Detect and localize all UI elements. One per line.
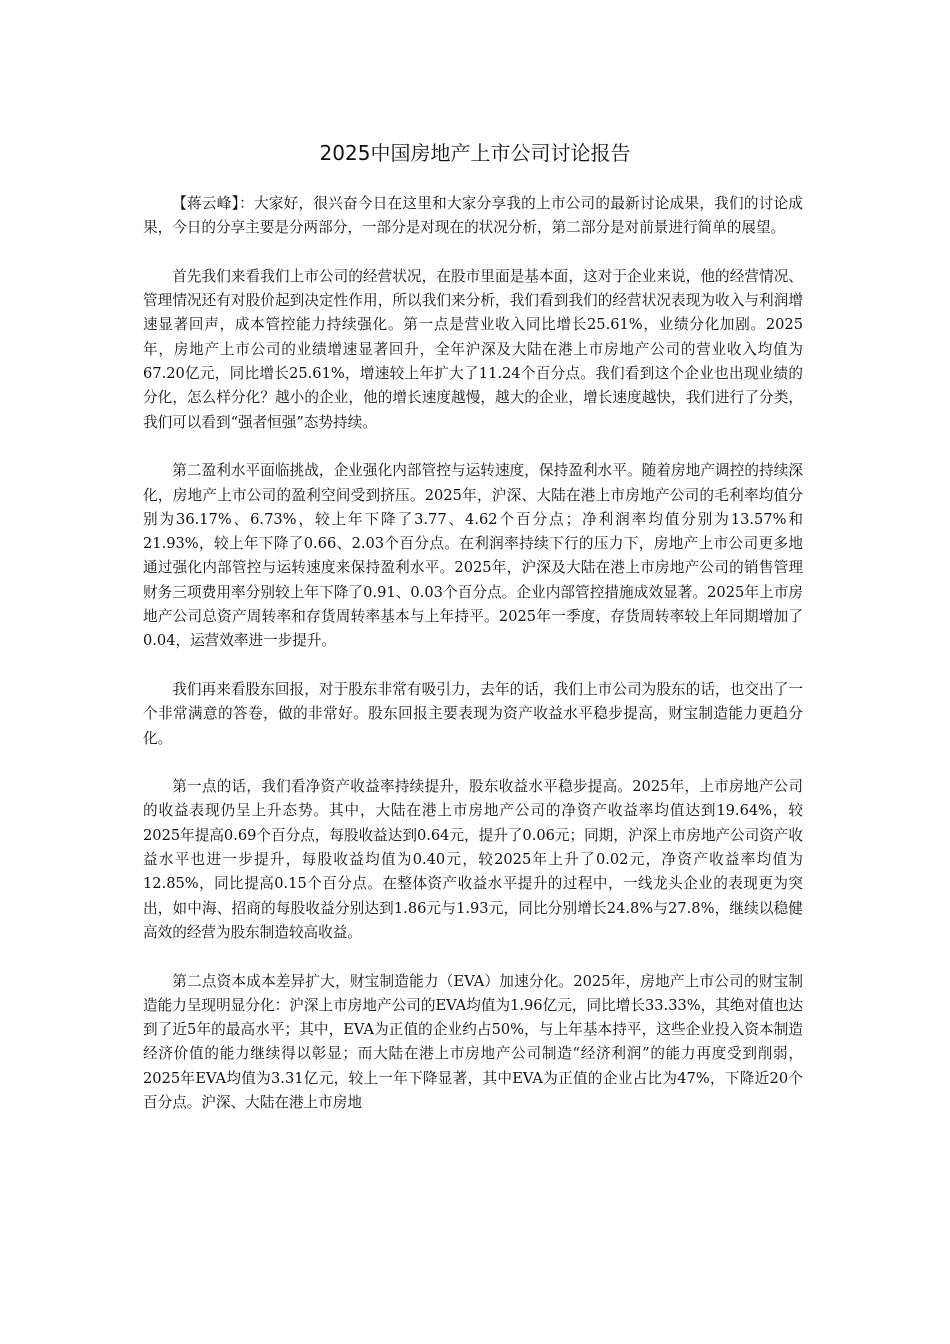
paragraph-5: 第一点的话，我们看净资产收益率持续提升，股东收益水平稳步提高。2025年，上市房地产公司的收益表现仍呈上升态势。其中，大陆在港上市房地产公司的净资产收益率均值达到19.64%，较2025年提高0.69个百分点，每股收益达到0.64元，提升了0.06元；同期，沪深上市房地产公司资产收益水平也进一步提升，每股收益均值为0.40元，较2025年上升了0.02元，净资产收益率均值为12.85%，同比提高0.15个百分点。在整体资产收益水平提升的过程中，一线龙头企业的表现更为突出，如中海、招商的每股收益分别达到1.86元与1.93元，同比分别增长24.8%与27.8%，继续以稳健高效的经营为股东制造较高收益。 (143, 778, 803, 941)
paragraph-4: 我们再来看股东回报，对于股东非常有吸引力，去年的话，我们上市公司为股东的话，也交出了一个非常满意的答卷，做的非常好。股东回报主要表现为资产收益水平稳步提高，财宝制造能力更趋分化。 (143, 680, 803, 747)
document-title: 2025中国房地产上市公司讨论报告 (319, 141, 631, 165)
paragraph-3: 第二盈利水平面临挑战，企业强化内部管控与运转速度，保持盈利水平。随着房地产调控的持续深化，房地产上市公司的盈利空间受到挤压。2025年，沪深、大陆在港上市房地产公司的毛利率均值分别为36.17%、6.73%，较上年下降了3.77、4.62个百分点；净利润率均值分别为13.57%和21.93%，较上年下降了0.66、2.03个百分点。在利润率持续下行的压力下，房地产上市公司更多地通过强化内部管控与运转速度来保持盈利水平。2025年，沪深及大陆在港上市房地产公司的销售管理财务三项费用率分别较上年下降了0.91、0.03个百分点。企业内部管控措施成效显著。2025年上市房地产公司总资产周转率和存货周转率基本与上年持平。2025年一季度，存货周转率较上年同期增加了0.04，运营效率进一步提升。 (143, 462, 803, 650)
document-body (143, 192, 803, 1140)
paragraph-2: 首先我们来看我们上市公司的经营状况，在股市里面是基本面，这对于企业来说，他的经营情况、管理情况还有对股价起到决定性作用，所以我们来分析，我们看到我们的经营状况表现为收入与利润增速显著回声，成本管控能力持续强化。第一点是营业收入同比增长25.61%，业绩分化加剧。2025年，房地产上市公司的业绩增速显著回升，全年沪深及大陆在港上市房地产公司的营业收入均值为67.20亿元，同比增长25.61%，增速较上年扩大了11.24个百分点。我们看到这个企业也出现业绩的分化，怎么样分化？越小的企业，他的增长速度越慢，越大的企业，增长速度越快，我们进行了分类，我们可以看到“强者恒强”态势持续。 (143, 267, 803, 431)
paragraph-1: 【蒋云峰】：大家好，很兴奋今日在这里和大家分享我的上市公司的最新讨论成果，我们的讨论成果，今日的分享主要是分两部分，一部分是对现在的状况分析，第二部分是对前景进行简单的展望。 (143, 195, 803, 237)
paragraph-6: 第二点资本成本差异扩大，财宝制造能力（EVA）加速分化。2025年，房地产上市公司的财宝制造能力呈现明显分化：沪深上市房地产公司的EVA均值为1.96亿元，同比增长33.33%，其绝对值也达到了近5年的最高水平；其中，EVA为正值的企业约占50%，与上年基本持平，这些企业投入资本制造经济价值的能力继续得以彰显；而大陆在港上市房地产公司制造“经济利润”的能力再度受到削弱，2025年EVA均值为3.31亿元，较上一年下降显著，其中EVA为正值的企业占比为47%，下降近20个百分点。沪深、大陆在港上市房地 (143, 972, 803, 1111)
